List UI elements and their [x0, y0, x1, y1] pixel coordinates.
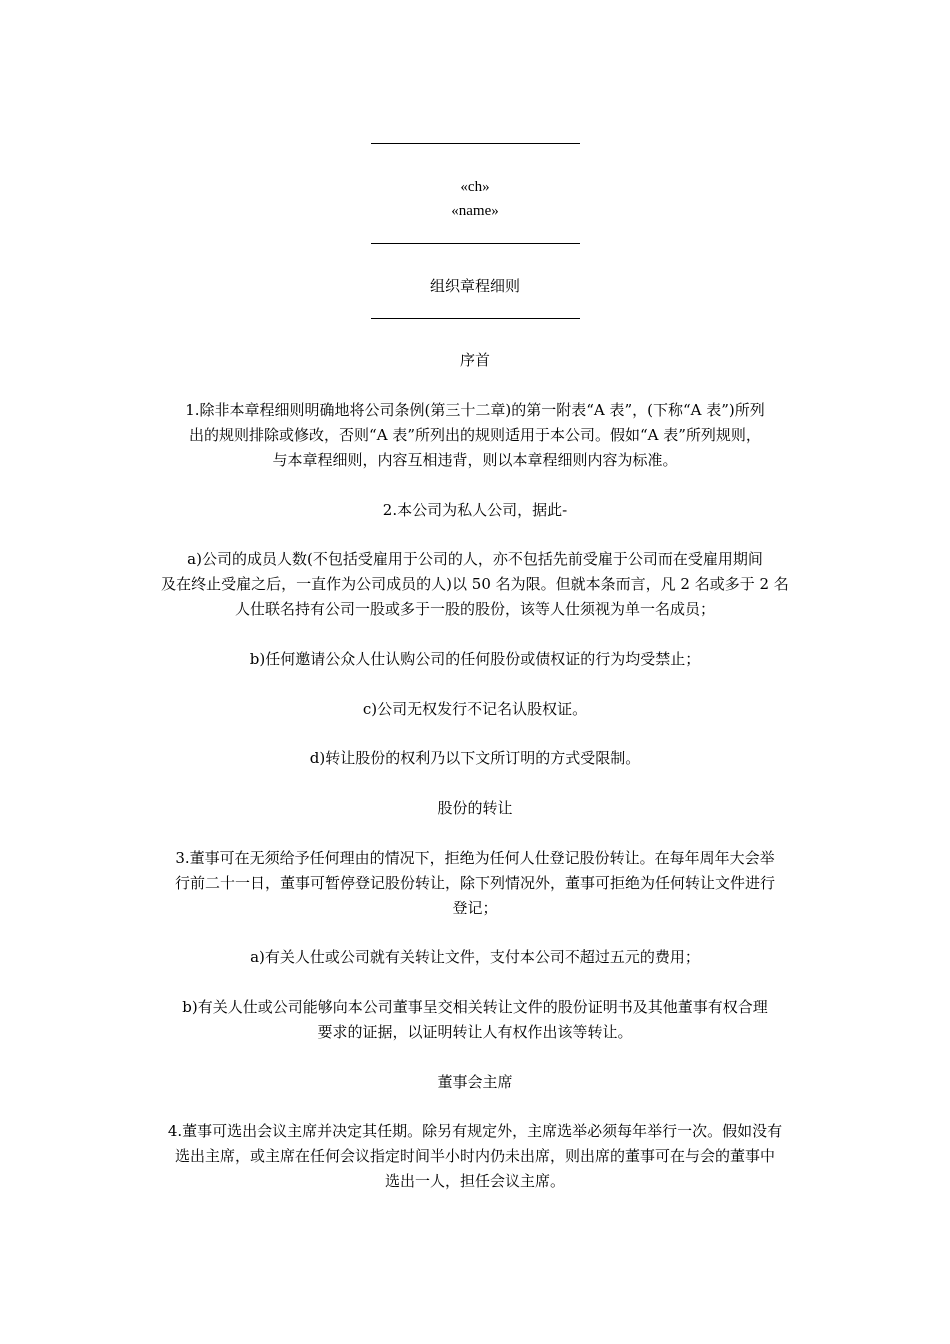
- paragraph-line: 2.本公司为私人公司，据此-: [382, 501, 568, 519]
- paragraph-line: 3.董事可在无须给予任何理由的情况下，拒绝为任何人仕登记股份转让。在每年周年大会举: [175, 849, 775, 867]
- paragraph-line: 行前二十一日，董事可暂停登记股份转让，除下列情况外，董事可拒绝为任何转让文件进行: [174, 874, 775, 892]
- merge-field-ch: «ch»: [460, 179, 490, 195]
- paragraph-line: 选出主席，或主席在任何会议指定时间半小时内仍未出席，则出席的董事可在与会的董事中: [174, 1147, 775, 1165]
- paragraph-line: 人仕联名持有公司一股或多于一股的股份，该等人仕须视为单一名成员；: [234, 600, 715, 618]
- document-title: 组织章程细则: [429, 277, 520, 295]
- paragraph-line: 及在终止受雇之后，一直作为公司成员的人)以 50 名为限。但就本条而言，凡 2 名或多于 2 名: [161, 575, 789, 593]
- paragraph-line: b)有关人仕或公司能够向本公司董事呈交相关转让文件的股份证明书及其他董事有权合理: [182, 998, 768, 1016]
- paragraph-line: a)公司的成员人数(不包括受雇用于公司的人，亦不包括先前受雇于公司而在受雇用期间: [187, 550, 763, 568]
- top-rule: [371, 143, 580, 144]
- section-heading-share-transfer: 股份的转让: [437, 799, 513, 817]
- paragraph-line: b)任何邀请公众人仕认购公司的任何股份或债权证的行为均受禁止；: [249, 650, 701, 668]
- paragraph-line: 出的规则排除或修改，否则“A 表”所列出的规则适用于本公司。假如“A 表”所列规则，: [189, 426, 761, 444]
- paragraph-line: 登记；: [452, 899, 498, 917]
- title-rule: [371, 318, 580, 319]
- paragraph-line: 1.除非本章程细则明确地将公司条例(第三十二章)的第一附表“A 表”，(下称“A 表”)所列: [185, 401, 765, 419]
- paragraph-line: 4.董事可选出会议主席并决定其任期。除另有规定外，主席选举必须每年举行一次。假如没有: [167, 1122, 783, 1140]
- middle-rule: [371, 243, 580, 244]
- paragraph-line: c)公司无权发行不记名认股权证。: [362, 700, 588, 718]
- paragraph-line: 要求的证据，以证明转让人有权作出该等转让。: [317, 1023, 633, 1041]
- merge-field-name: «name»: [451, 203, 499, 219]
- paragraph-line: 与本章程细则，内容互相违背，则以本章程细则内容为标准。: [272, 451, 678, 469]
- section-heading-board-chair: 董事会主席: [437, 1073, 513, 1091]
- paragraph-line: a)有关人仕或公司就有关转让文件，支付本公司不超过五元的费用；: [250, 948, 700, 966]
- paragraph-line: d)转让股份的权利乃以下文所订明的方式受限制。: [309, 749, 641, 767]
- paragraph-line: 选出一人，担任会议主席。: [384, 1172, 565, 1190]
- section-heading-preamble: 序首: [459, 351, 490, 369]
